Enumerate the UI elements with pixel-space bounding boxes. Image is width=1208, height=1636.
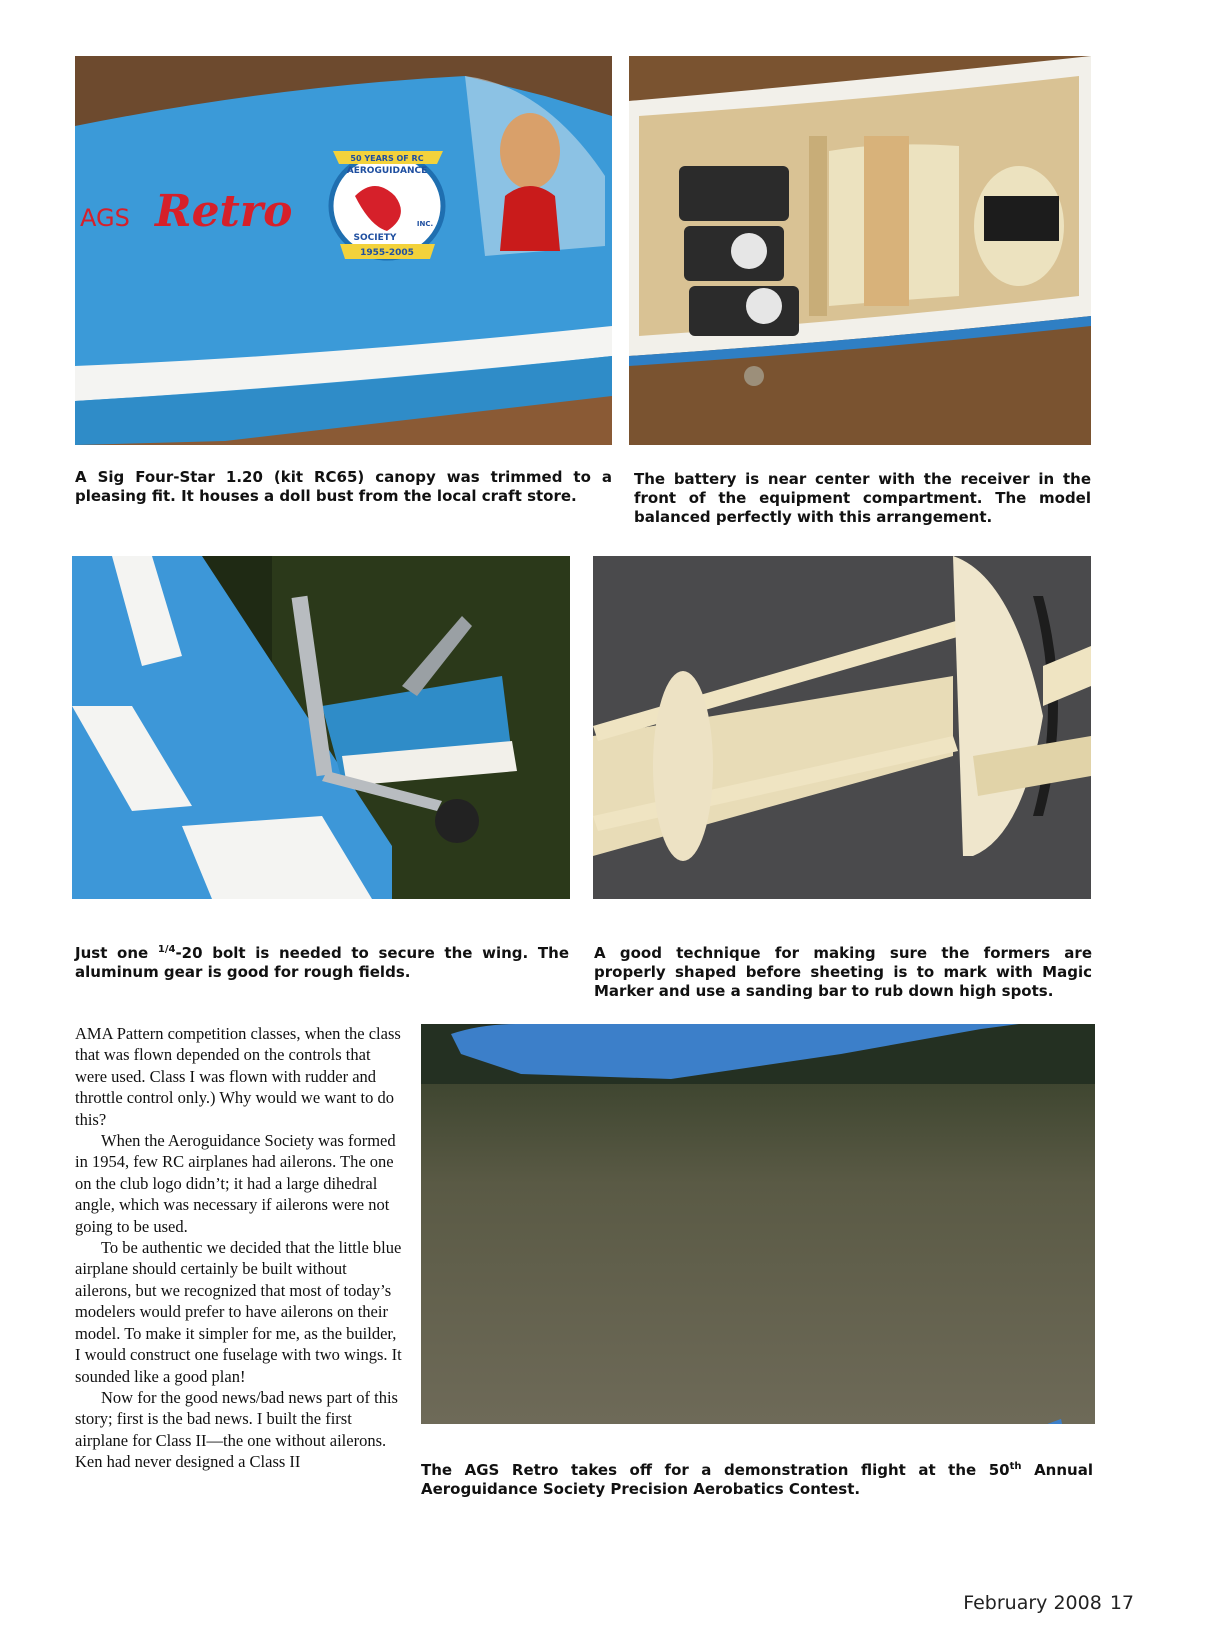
caption-wing-bolt-pre: Just one <box>75 944 158 962</box>
article-body <box>75 1023 405 1473</box>
logo-ring-right-text: INC. <box>416 220 434 228</box>
logo-ring-top-text: AEROGUIDANCE <box>346 166 428 176</box>
photo-canopy <box>75 56 612 445</box>
fuselage-ags-text: AGS <box>80 204 130 232</box>
caption-takeoff-post: Annual Aeroguidance Society Precision Aerobatics Contest. <box>421 1461 1093 1498</box>
logo-banner-top-text: 50 YEARS OF RC <box>350 154 424 163</box>
photo-wing-gear <box>72 556 570 899</box>
article-paragraph: AMA Pattern competition classes, when the class that was flown depended on the controls that were used. Class I was flown with rudder and throttle control only.) Why would we want to do this? <box>75 1024 401 1129</box>
footer-page-number: 17 <box>1109 1592 1134 1614</box>
caption-takeoff <box>421 1461 1093 1499</box>
photo-formers <box>593 556 1091 899</box>
fuselage-retro-text: Retro <box>155 186 293 237</box>
photo-battery-compartment <box>629 56 1091 445</box>
caption-takeoff-sup: th <box>1009 1461 1022 1472</box>
caption-wing-bolt <box>75 944 569 982</box>
logo-ring-bottom-text: SOCIETY <box>353 233 397 243</box>
article-paragraph: To be authentic we decided that the little blue airplane should certainly be built without ailerons, but we recognized that most of today’s modelers would prefer to have ailerons on their model. To make it simpler for me, as the builder, I would construct one fuselage with two wings. It sounded like a good plan! <box>75 1238 402 1386</box>
caption-wing-bolt-fraction: 1/4 <box>157 944 176 955</box>
caption-battery: The battery is near center with the receiver in the front of the equipment compartment. The model balanced perfectly with this arrangement. <box>634 470 1091 526</box>
caption-canopy: A Sig Four-Star 1.20 (kit RC65) canopy was trimmed to a pleasing fit. It houses a doll bust from the local craft store. <box>75 468 612 505</box>
page-footer <box>963 1592 1134 1614</box>
footer-issue: February 2008 <box>963 1592 1102 1614</box>
article-paragraph: Now for the good news/bad news part of this story; first is the bad news. I built the first airplane for Class II—the one without ailerons. Ken had never designed a Class II <box>75 1387 398 1472</box>
photo-takeoff <box>421 1024 1095 1424</box>
caption-formers: A good technique for making sure the formers are properly shaped before sheeting is to mark with Magic Marker and use a sanding bar to rub down high spots. <box>594 944 1092 1000</box>
caption-takeoff-pre: The AGS Retro takes off for a demonstration flight at the 50 <box>421 1461 1010 1479</box>
caption-wing-bolt-post: -20 bolt is needed to secure the wing. The aluminum gear is good for rough fields. <box>75 944 569 981</box>
logo-banner-bottom-text: 1955-2005 <box>360 248 414 258</box>
article-paragraph: When the Aeroguidance Society was formed in 1954, few RC airplanes had ailerons. The one on the club logo didn’t; it had a large dihedral angle, which was necessary if ailerons were not going to be used. <box>75 1131 396 1236</box>
